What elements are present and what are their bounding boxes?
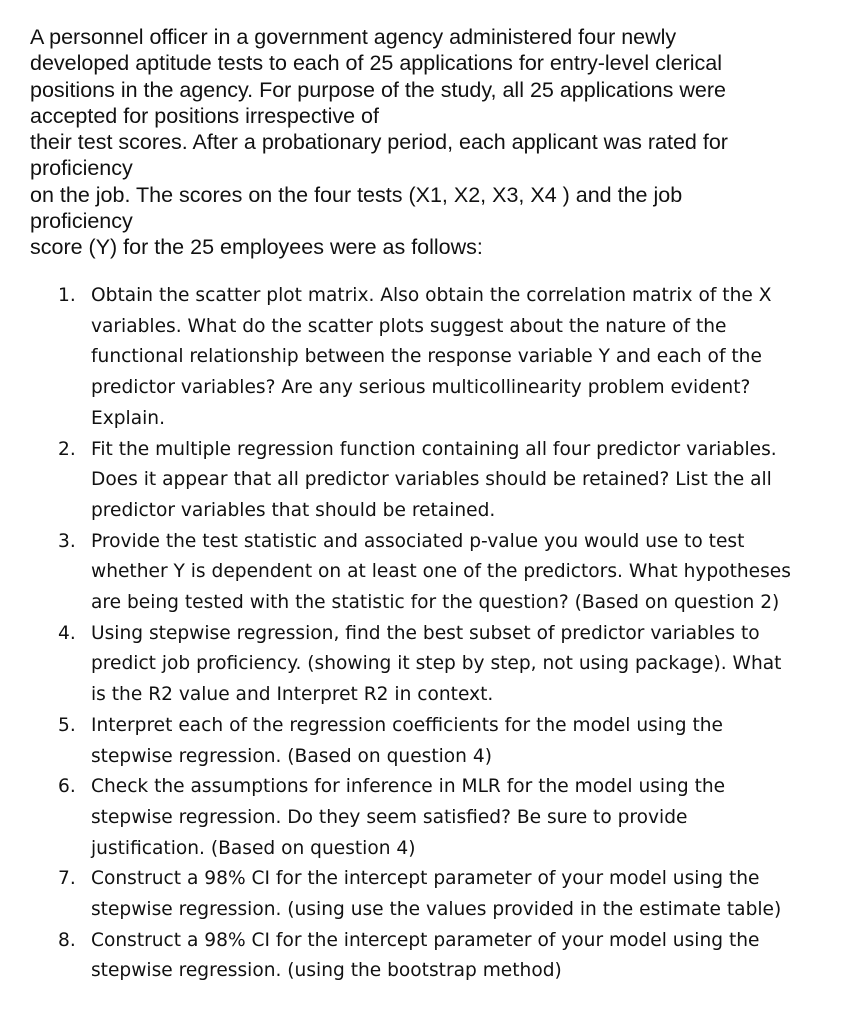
question-line: are being tested with the statistic for the question? (Based on question 2): [91, 592, 780, 614]
question-text: [91, 281, 841, 435]
question-number: 6.: [58, 776, 76, 798]
question-number: 7.: [58, 868, 76, 890]
question-text: [91, 435, 841, 527]
question-text: [91, 772, 841, 864]
question-line: Construct a 98% CI for the intercept parameter of your model using the: [91, 929, 760, 951]
question-line: predictor variables? Are any serious multicollinearity problem evident?: [91, 377, 751, 399]
intro-line: proficiency: [30, 156, 133, 181]
question-line: predict job proficiency. (showing it step by step, not using package). What: [91, 653, 782, 675]
question-item: [0, 711, 841, 772]
question-line: Obtain the scatter plot matrix. Also obtain the correlation matrix of the X: [91, 285, 772, 306]
question-text: [91, 864, 841, 925]
question-line: Check the assumptions for inference in MLR for the model using the: [91, 776, 726, 798]
question-line: stepwise regression. (Based on question 4): [91, 745, 492, 767]
question-line: Using stepwise regression, find the best subset of predictor variables to: [91, 622, 760, 644]
intro-line: accepted for positions irrespective of: [30, 103, 379, 128]
question-line: variables. What do the scatter plots suggest about the nature of the: [91, 315, 727, 337]
question-item: [0, 926, 841, 987]
question-text: [91, 711, 841, 772]
question-line: Fit the multiple regression function containing all four predictor variables.: [91, 438, 777, 460]
question-number: 3.: [58, 530, 76, 552]
question-number: 8.: [58, 929, 76, 951]
question-line: whether Y is dependent on at least one of the predictors. What hypotheses: [91, 561, 791, 583]
question-line: justification. (Based on question 4): [91, 837, 416, 859]
question-text: [91, 926, 841, 987]
intro-line: their test scores. After a probationary period, each applicant was rated for: [30, 130, 728, 155]
intro-line: score (Y) for the 25 employees were as follows:: [30, 235, 483, 260]
question-number: 2.: [58, 438, 76, 460]
question-number: 4.: [58, 622, 76, 644]
question-item: [0, 619, 841, 711]
intro-line: A personnel officer in a government agency administered four newly: [30, 25, 677, 49]
question-item: [0, 772, 841, 864]
question-line: stepwise regression. Do they seem satisfied? Be sure to provide: [91, 806, 688, 828]
question-text: [91, 619, 841, 711]
question-line: functional relationship between the response variable Y and each of the: [91, 346, 762, 368]
question-number: 5.: [58, 714, 76, 736]
intro-line: developed aptitude tests to each of 25 applications for entry-level clerical: [30, 51, 722, 76]
question-line: stepwise regression. (using use the values provided in the estimate table): [91, 899, 782, 921]
question-line: Explain.: [91, 407, 165, 429]
question-item: [0, 864, 841, 925]
question-number: 1.: [58, 285, 76, 306]
question-line: is the R2 value and Interpret R2 in context.: [91, 684, 494, 706]
question-item: [0, 281, 841, 435]
question-line: predictor variables that should be retained.: [91, 499, 496, 521]
question-item: [0, 435, 841, 527]
question-line: Does it appear that all predictor variables should be retained? List the all: [91, 469, 772, 491]
question-line: Provide the test statistic and associated p-value you would use to test: [91, 530, 745, 552]
question-line: Interpret each of the regression coefficients for the model using the: [91, 714, 723, 736]
intro-line: on the job. The scores on the four tests (X1, X2, X3, X4 ) and the job: [30, 182, 683, 207]
question-item: [0, 527, 841, 619]
question-text: [91, 527, 841, 619]
question-list: [0, 281, 841, 987]
intro-line: positions in the agency. For purpose of the study, all 25 applications were: [30, 77, 726, 102]
intro-line: proficiency: [30, 209, 133, 234]
problem-statement: [30, 24, 820, 261]
question-line: Construct a 98% CI for the intercept parameter of your model using the: [91, 868, 760, 890]
question-line: stepwise regression. (using the bootstrap method): [91, 960, 562, 982]
